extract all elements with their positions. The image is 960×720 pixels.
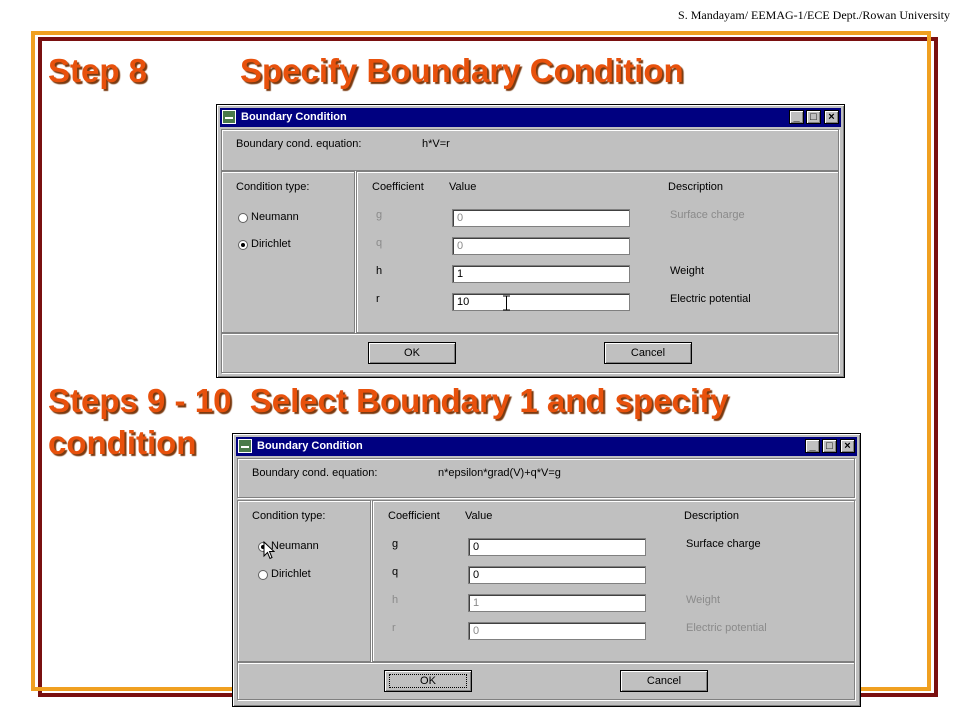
- coefficient-panel: [372, 500, 855, 662]
- neumann-radio[interactable]: [238, 213, 248, 223]
- button-panel: [237, 662, 855, 700]
- dialog-titlebar[interactable]: [236, 437, 857, 456]
- coef-q-label: q: [376, 237, 383, 249]
- coef-h-label: h: [392, 594, 399, 606]
- steps9-10-title-line1: Steps 9 - 10 Select Boundary 1 and specify: [48, 382, 729, 419]
- cancel-button[interactable]: [620, 670, 708, 692]
- coefficient-header: Coefficient: [388, 510, 440, 522]
- coef-r-label: r: [376, 293, 380, 305]
- equation-panel: [221, 129, 839, 171]
- coef-q-input[interactable]: 0: [468, 566, 646, 584]
- dirichlet-label[interactable]: Dirichlet: [251, 238, 291, 250]
- step8-label: Step 8: [48, 52, 148, 89]
- coef-h-label: h: [376, 265, 383, 277]
- app-icon: [238, 439, 252, 453]
- value-header: Value: [449, 181, 477, 193]
- app-icon: [222, 110, 236, 124]
- cancel-button[interactable]: [604, 342, 692, 364]
- coef-h-description: Weight: [686, 594, 721, 606]
- coef-q-label: q: [392, 566, 399, 578]
- coefficient-header: Coefficient: [372, 181, 424, 193]
- button-panel: [221, 333, 839, 373]
- neumann-label[interactable]: Neumann: [271, 540, 319, 552]
- coef-g-input[interactable]: 0: [452, 209, 630, 227]
- coefficient-panel: [356, 171, 839, 333]
- description-header: Description: [668, 181, 724, 193]
- coef-r-input[interactable]: 10: [452, 293, 630, 311]
- neumann-label[interactable]: Neumann: [251, 211, 299, 223]
- coef-h-input[interactable]: 1: [468, 594, 646, 612]
- coef-h-input[interactable]: 1: [452, 265, 630, 283]
- coef-r-description: Electric potential: [670, 293, 751, 305]
- dialog-titlebar[interactable]: [220, 108, 841, 127]
- dirichlet-label[interactable]: Dirichlet: [271, 568, 311, 580]
- ok-button[interactable]: [368, 342, 456, 364]
- dialog-title: Boundary Condition: [257, 440, 363, 452]
- value-header: Value: [465, 510, 493, 522]
- equation-panel: [237, 458, 855, 498]
- coef-r-description: Electric potential: [686, 622, 767, 634]
- coef-g-label: g: [392, 538, 399, 550]
- coef-g-input[interactable]: 0: [468, 538, 646, 556]
- coef-r-input[interactable]: 0: [468, 622, 646, 640]
- condition-type-label: Condition type:: [236, 181, 310, 193]
- condition-type-label: Condition type:: [252, 510, 326, 522]
- coef-g-description: Surface charge: [686, 538, 761, 550]
- slide-credit: S. Mandayam/ EEMAG-1/ECE Dept./Rowan University: [678, 8, 950, 22]
- close-icon[interactable]: ×: [840, 439, 855, 453]
- maximize-icon[interactable]: □: [822, 439, 837, 453]
- condition-type-panel: [237, 500, 371, 662]
- cancel-label: Cancel: [630, 347, 666, 359]
- steps9-10-title-line2: condition: [48, 424, 197, 461]
- ok-button[interactable]: [384, 670, 472, 692]
- condition-type-panel: [221, 171, 355, 333]
- minimize-icon[interactable]: _: [789, 110, 804, 124]
- coef-q-input[interactable]: 0: [452, 237, 630, 255]
- ok-label: OK: [389, 674, 467, 688]
- equation-label: Boundary cond. equation:: [236, 138, 362, 150]
- equation-label: Boundary cond. equation:: [252, 467, 378, 479]
- boundary-condition-dialog-neumann: [232, 433, 861, 707]
- dirichlet-radio[interactable]: [258, 570, 268, 580]
- description-header: Description: [684, 510, 740, 522]
- coef-g-description: Surface charge: [670, 209, 745, 221]
- maximize-icon[interactable]: □: [806, 110, 821, 124]
- coef-r-label: r: [392, 622, 396, 634]
- equation-value: n*epsilon*grad(V)+q*V=g: [438, 467, 561, 479]
- minimize-icon[interactable]: _: [805, 439, 820, 453]
- equation-value: h*V=r: [422, 138, 450, 150]
- boundary-condition-dialog-dirichlet: [216, 104, 845, 378]
- ok-label: OK: [404, 347, 420, 359]
- dirichlet-radio[interactable]: [238, 240, 248, 250]
- coef-h-description: Weight: [670, 265, 705, 277]
- cancel-label: Cancel: [646, 675, 682, 687]
- dialog-title: Boundary Condition: [241, 111, 347, 123]
- mouse-pointer-icon: [263, 541, 275, 560]
- step8-title: Specify Boundary Condition: [240, 52, 684, 89]
- coef-g-label: g: [376, 209, 383, 221]
- close-icon[interactable]: ×: [824, 110, 839, 124]
- text-cursor-icon: [503, 295, 510, 311]
